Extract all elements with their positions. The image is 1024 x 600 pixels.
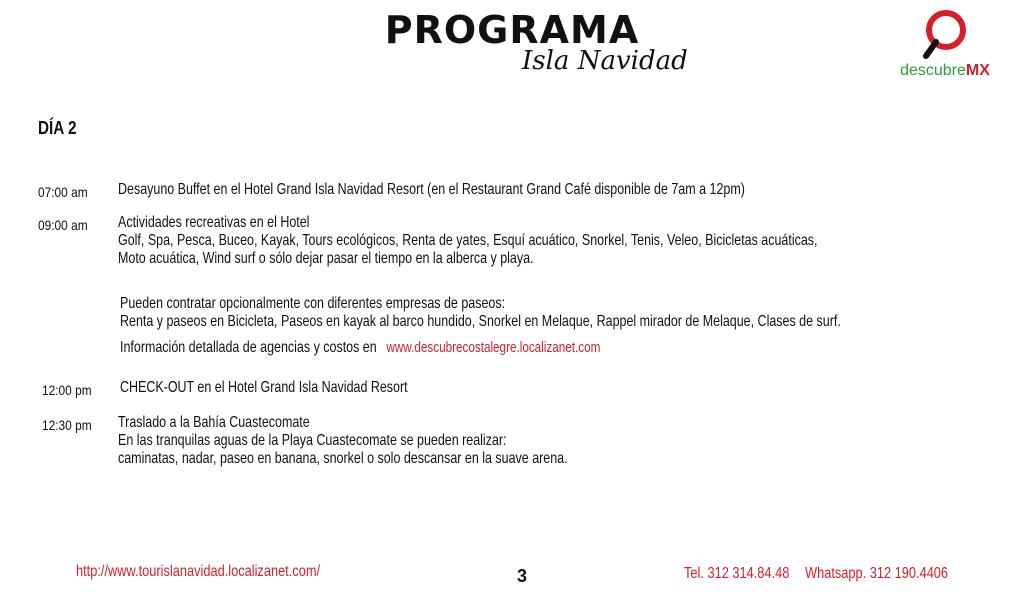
descubremx-logo (890, 8, 1000, 88)
info-line (120, 340, 600, 356)
footer-phone: Tel. 312 314.84.48 (684, 565, 790, 582)
page-subtitle: Isla Navidad (522, 46, 688, 76)
schedule-time: 12:30 pm (42, 417, 92, 433)
day-label: DÍA 2 (38, 118, 77, 138)
logo-text-main: descubre (900, 62, 966, 79)
schedule-time: 09:00 am (38, 217, 88, 233)
schedule-text: Golf, Spa, Pesca, Buceo, Kayak, Tours ecológicos, Renta de yates, Esquí acuático, Snorkel, Tenis, Veleo, Bicicletas acuáticas, (118, 232, 818, 249)
page-title: PROGRAMA (384, 8, 640, 52)
schedule-text: Actividades recreativas en el Hotel (118, 214, 310, 231)
schedule-time: 07:00 am (38, 184, 88, 200)
schedule-text: Pueden contratar opcionalmente con diferentes empresas de paseos: (120, 295, 506, 312)
schedule-text: En las tranquilas aguas de la Playa Cuastecomate se pueden realizar: (118, 432, 507, 449)
footer-whatsapp: Whatsapp. 312 190.4406 (805, 565, 949, 582)
schedule-text: CHECK-OUT en el Hotel Grand Isla Navidad Resort (120, 379, 408, 396)
magnifier-icon (918, 8, 974, 64)
schedule-time: 12:00 pm (42, 382, 92, 398)
info-label: Información detallada de agencias y costos en (120, 339, 377, 356)
schedule-text: Moto acuática, Wind surf o sólo dejar pasar el tiempo en la alberca y playa. (118, 250, 534, 267)
schedule-text: Traslado a la Bahía Cuastecomate (118, 414, 310, 431)
schedule-text: caminatas, nadar, paseo en banana, snorkel o solo descansar en la suave arena. (118, 450, 568, 467)
schedule-text: Desayuno Buffet en el Hotel Grand Isla Navidad Resort (en el Restaurant Grand Café disponible de 7am a 12pm) (118, 181, 745, 198)
logo-text (890, 62, 1000, 80)
agencies-link[interactable]: www.descubrecostalegre.localizanet.com (386, 339, 601, 356)
page-number: 3 (517, 566, 528, 586)
schedule-text: Renta y paseos en Bicicleta, Paseos en kayak al barco hundido, Snorkel en Melaque, Rappel mirador de Melaque, Clases de surf. (120, 313, 841, 330)
logo-text-accent: MX (965, 62, 990, 79)
footer-url-link[interactable]: http://www.tourislanavidad.localizanet.com/ (76, 563, 321, 580)
